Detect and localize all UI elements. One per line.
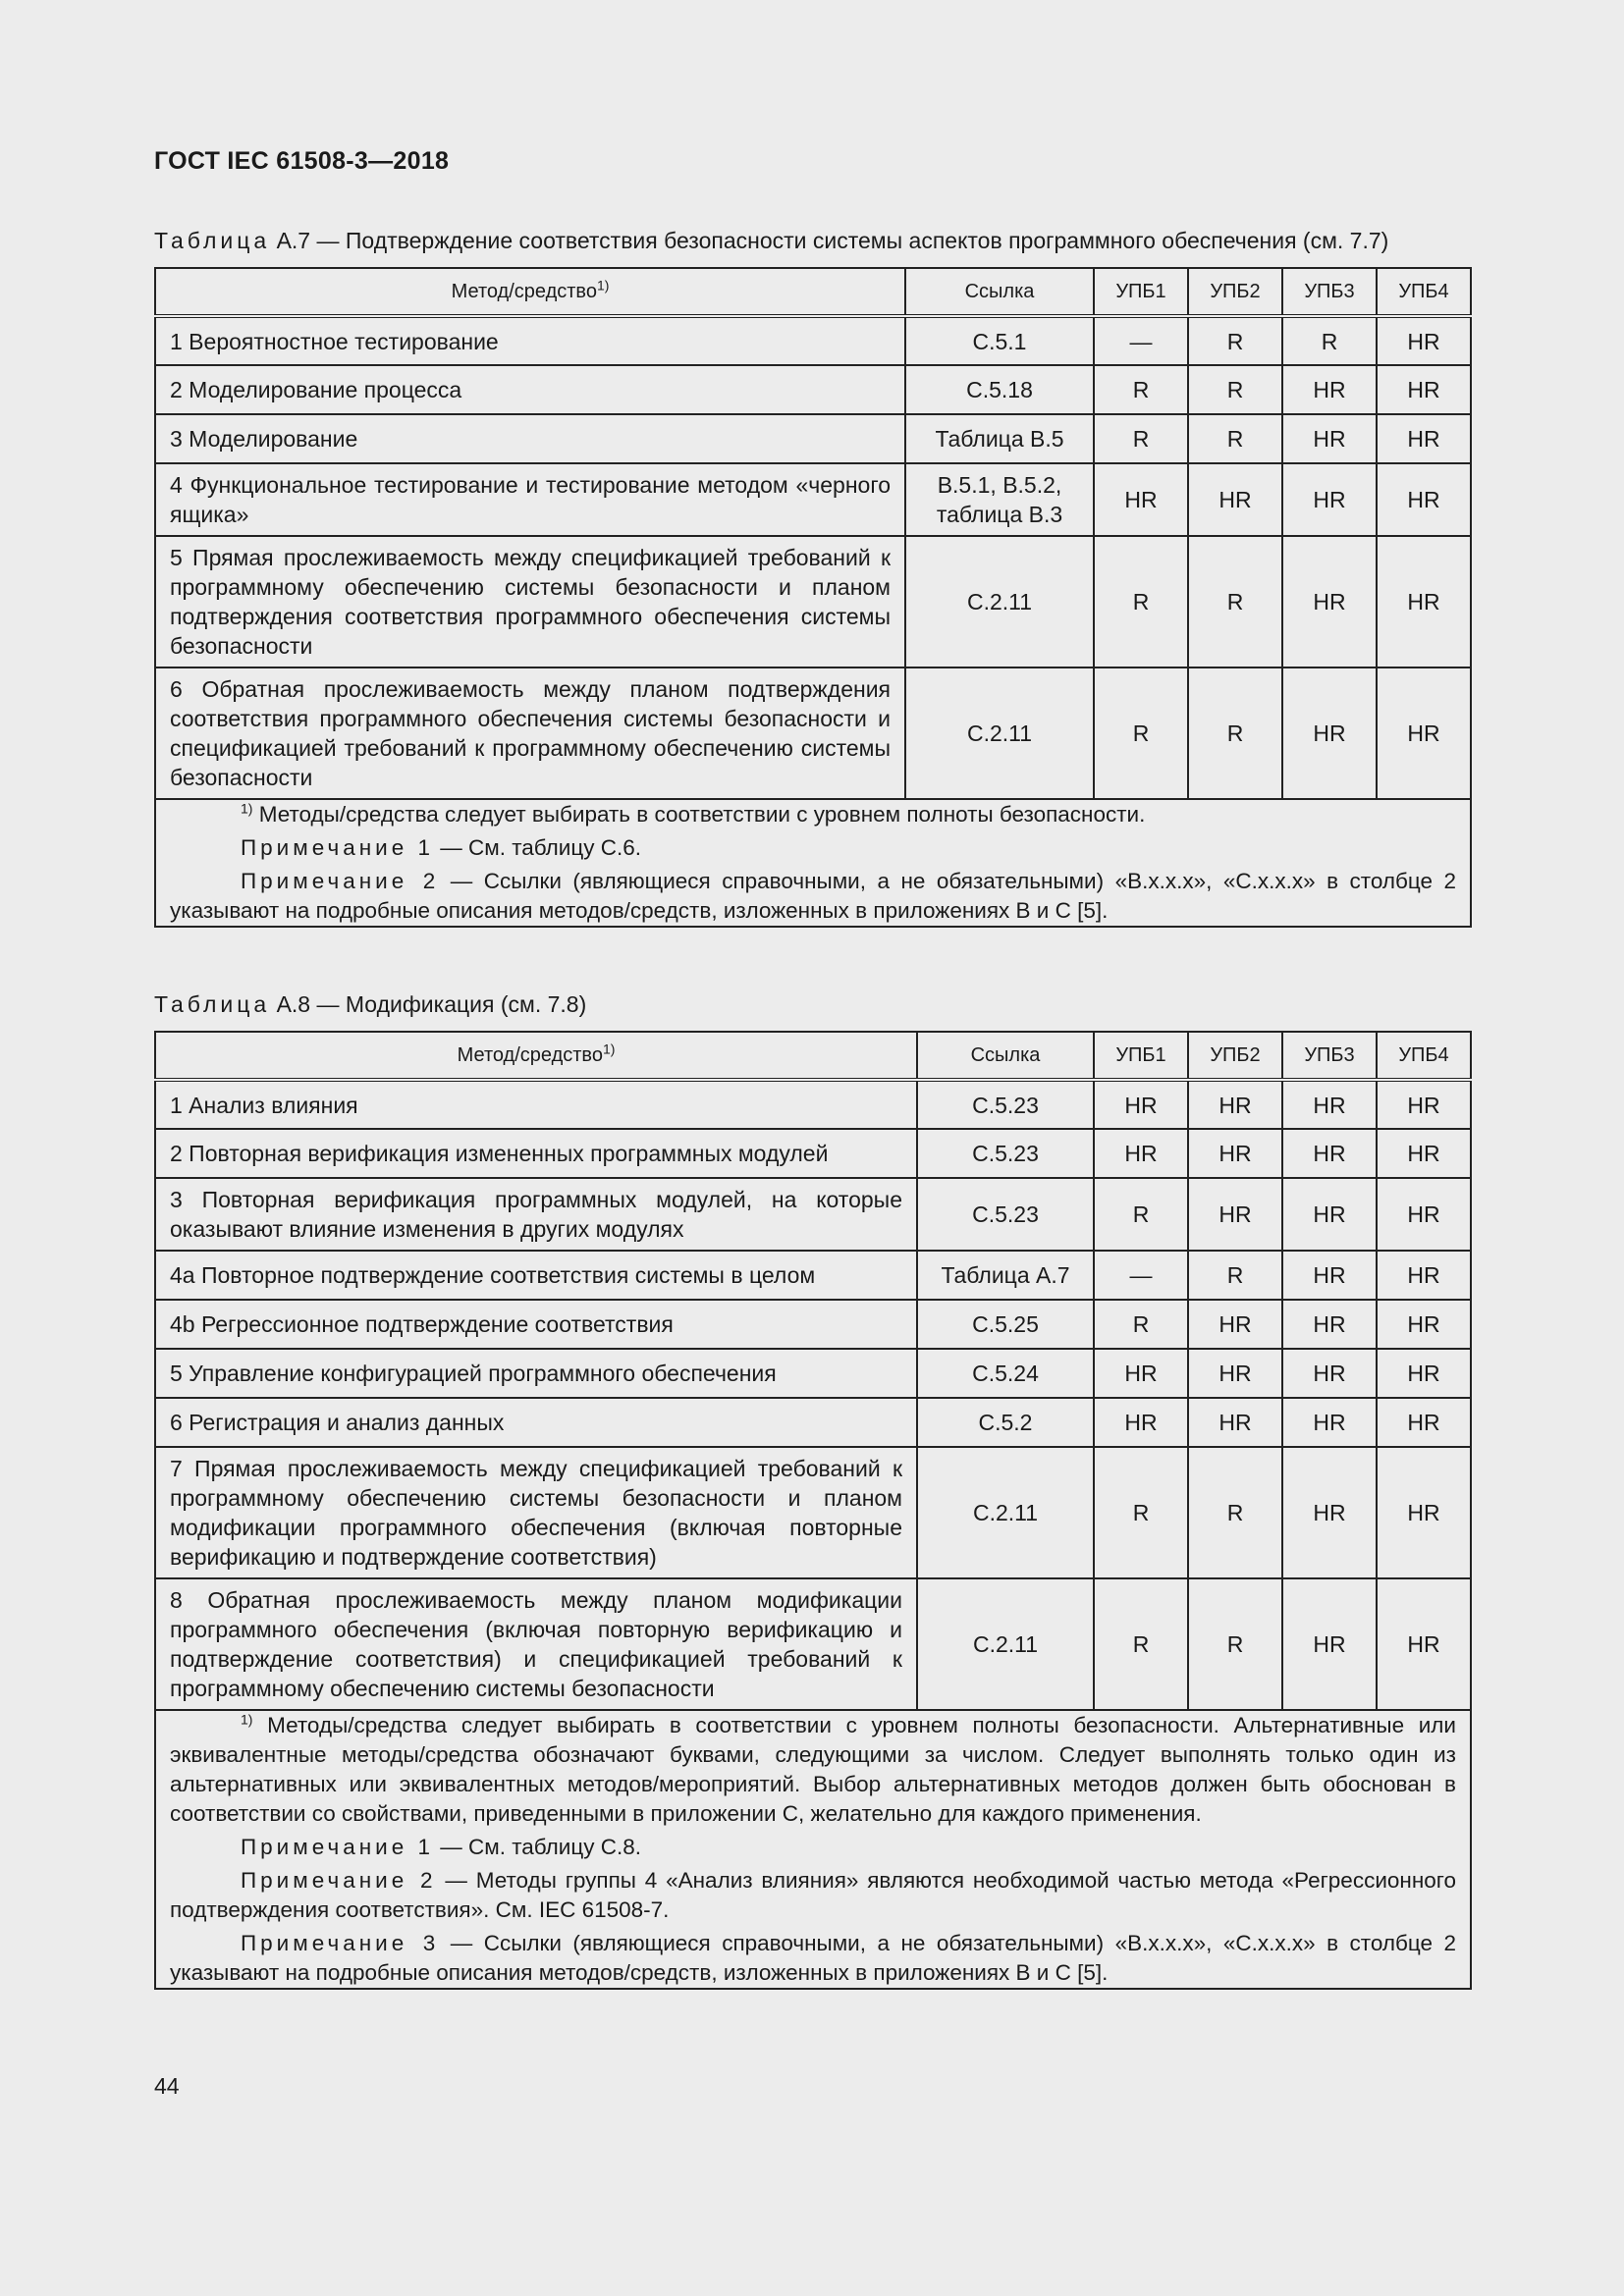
- footnote-mark: 1): [602, 1041, 616, 1057]
- upb3-cell: R: [1282, 316, 1377, 365]
- upb4-cell: HR: [1377, 414, 1471, 463]
- ref-cell: С.5.24: [917, 1349, 1094, 1398]
- col-header-upb1: УПБ1: [1094, 1032, 1188, 1080]
- note-label: Примечание 1: [241, 1835, 434, 1859]
- col-header-ref: Ссылка: [917, 1032, 1094, 1080]
- table-row: [155, 1578, 1471, 1710]
- footnote-mark: 1): [241, 800, 253, 817]
- col-header-method-text: Метод/средство: [451, 281, 597, 302]
- note-text: — Методы группы 4 «Анализ влияния» являются необходимой частью метода «Регрессионного подтверждения соответствия». См. IEC 61508-7.: [170, 1868, 1456, 1922]
- upb3-cell: HR: [1282, 1300, 1377, 1349]
- note-text: — См. таблицу С.6.: [434, 835, 642, 860]
- upb3-cell: HR: [1282, 1251, 1377, 1300]
- upb2-cell: HR: [1188, 463, 1282, 536]
- upb4-cell: HR: [1377, 536, 1471, 667]
- upb3-cell: HR: [1282, 414, 1377, 463]
- table-row: [155, 536, 1471, 667]
- table-a7-notes: [155, 799, 1471, 927]
- col-header-upb2: УПБ2: [1188, 1032, 1282, 1080]
- ref-cell: С.2.11: [905, 667, 1094, 799]
- table-a8-body: [155, 1080, 1471, 1710]
- ref-cell: С.5.25: [917, 1300, 1094, 1349]
- table-row: [155, 1398, 1471, 1447]
- upb4-cell: HR: [1377, 1349, 1471, 1398]
- upb1-cell: R: [1094, 536, 1188, 667]
- upb2-cell: HR: [1188, 1178, 1282, 1251]
- table-a7-body: [155, 316, 1471, 799]
- upb1-cell: HR: [1094, 1080, 1188, 1129]
- table-row: [155, 316, 1471, 365]
- footnote: [170, 800, 1456, 829]
- upb2-cell: HR: [1188, 1129, 1282, 1178]
- upb4-cell: HR: [1377, 1447, 1471, 1578]
- upb4-cell: HR: [1377, 1251, 1471, 1300]
- upb3-cell: HR: [1282, 365, 1377, 414]
- col-header-upb3: УПБ3: [1282, 1032, 1377, 1080]
- method-cell: 2 Повторная верификация измененных программных модулей: [155, 1129, 917, 1178]
- ref-cell: С.5.23: [917, 1178, 1094, 1251]
- ref-cell: В.5.1, В.5.2, таблица В.3: [905, 463, 1094, 536]
- method-cell: 4 Функциональное тестирование и тестирование методом «черного ящика»: [155, 463, 905, 536]
- table-a8-notes: [155, 1710, 1471, 1989]
- upb1-cell: HR: [1094, 1349, 1188, 1398]
- col-header-ref: Ссылка: [905, 268, 1094, 316]
- table-row: [155, 667, 1471, 799]
- note-1: [170, 833, 1456, 863]
- col-header-method-text: Метод/средство: [457, 1044, 603, 1066]
- note-2: [170, 1866, 1456, 1925]
- note-3: [170, 1929, 1456, 1988]
- table-row: [155, 1251, 1471, 1300]
- caption-label: Таблица: [154, 228, 271, 253]
- upb1-cell: —: [1094, 1251, 1188, 1300]
- col-header-upb4: УПБ4: [1377, 1032, 1471, 1080]
- upb2-cell: R: [1188, 1578, 1282, 1710]
- ref-cell: Таблица А.7: [917, 1251, 1094, 1300]
- upb1-cell: HR: [1094, 463, 1188, 536]
- upb3-cell: HR: [1282, 536, 1377, 667]
- footnote-mark: 1): [241, 1711, 253, 1728]
- method-cell: 8 Обратная прослеживаемость между планом модификации программного обеспечения (включая повторную верификацию и подтверждение соответствия) и спецификацией требований к программному обеспечению системы безопасности: [155, 1578, 917, 1710]
- upb2-cell: R: [1188, 667, 1282, 799]
- table-a7-caption: [154, 228, 1388, 254]
- method-cell: 4b Регрессионное подтверждение соответствия: [155, 1300, 917, 1349]
- method-cell: 5 Прямая прослеживаемость между спецификацией требований к программному обеспечению системы безопасности и планом подтверждения соответствия программного обеспечения системы безопасности: [155, 536, 905, 667]
- upb1-cell: R: [1094, 1447, 1188, 1578]
- method-cell: 4а Повторное подтверждение соответствия системы в целом: [155, 1251, 917, 1300]
- caption-label: Таблица: [154, 991, 271, 1017]
- table-row: [155, 1447, 1471, 1578]
- method-cell: 6 Обратная прослеживаемость между планом подтверждения соответствия программного обеспечения системы безопасности и спецификацией требований к программному обеспечению системы безопасности: [155, 667, 905, 799]
- upb3-cell: HR: [1282, 1447, 1377, 1578]
- footnote-mark: 1): [596, 277, 610, 294]
- method-cell: 2 Моделирование процесса: [155, 365, 905, 414]
- col-header-upb1: УПБ1: [1094, 268, 1188, 316]
- upb4-cell: HR: [1377, 1129, 1471, 1178]
- note-2: [170, 867, 1456, 926]
- upb4-cell: HR: [1377, 1398, 1471, 1447]
- footnote: [170, 1711, 1456, 1829]
- document-header: ГОСТ IEC 61508-3—2018: [154, 147, 450, 175]
- method-cell: 1 Вероятностное тестирование: [155, 316, 905, 365]
- ref-cell: С.5.23: [917, 1129, 1094, 1178]
- upb1-cell: R: [1094, 1178, 1188, 1251]
- ref-cell: С.2.11: [905, 536, 1094, 667]
- upb1-cell: R: [1094, 1578, 1188, 1710]
- upb4-cell: HR: [1377, 1300, 1471, 1349]
- table-a8-caption: [154, 991, 586, 1018]
- note-label: Примечание 2: [241, 1868, 437, 1893]
- note-label: Примечание 1: [241, 835, 434, 860]
- table-row: [155, 365, 1471, 414]
- upb4-cell: HR: [1377, 365, 1471, 414]
- upb1-cell: —: [1094, 316, 1188, 365]
- col-header-upb4: УПБ4: [1377, 268, 1471, 316]
- upb1-cell: R: [1094, 667, 1188, 799]
- note-text: — Ссылки (являющиеся справочными, а не обязательными) «В.х.х.х», «С.х.х.х» в столбце 2 указывают на подробные описания методов/средств, изложенных в приложениях В и С [5].: [170, 869, 1456, 923]
- note-text: — См. таблицу С.8.: [434, 1835, 642, 1859]
- upb4-cell: HR: [1377, 463, 1471, 536]
- upb2-cell: R: [1188, 1251, 1282, 1300]
- table-row: [155, 1178, 1471, 1251]
- upb3-cell: HR: [1282, 1349, 1377, 1398]
- upb2-cell: R: [1188, 414, 1282, 463]
- caption-text: А.7 — Подтверждение соответствия безопасности системы аспектов программного обеспечения (см. 7.7): [276, 228, 1389, 253]
- upb4-cell: HR: [1377, 1178, 1471, 1251]
- upb3-cell: HR: [1282, 463, 1377, 536]
- upb2-cell: HR: [1188, 1398, 1282, 1447]
- ref-cell: Таблица В.5: [905, 414, 1094, 463]
- upb2-cell: R: [1188, 536, 1282, 667]
- ref-cell: С.5.1: [905, 316, 1094, 365]
- note-label: Примечание 3: [241, 1931, 440, 1955]
- ref-cell: С.2.11: [917, 1447, 1094, 1578]
- ref-cell: С.5.23: [917, 1080, 1094, 1129]
- upb2-cell: HR: [1188, 1300, 1282, 1349]
- upb4-cell: HR: [1377, 667, 1471, 799]
- col-header-method: [155, 1032, 917, 1080]
- upb2-cell: HR: [1188, 1349, 1282, 1398]
- method-cell: 3 Моделирование: [155, 414, 905, 463]
- upb4-cell: HR: [1377, 1080, 1471, 1129]
- upb3-cell: HR: [1282, 1080, 1377, 1129]
- method-cell: 1 Анализ влияния: [155, 1080, 917, 1129]
- col-header-upb3: УПБ3: [1282, 268, 1377, 316]
- footnote-text: Методы/средства следует выбирать в соответствии с уровнем полноты безопасности.: [258, 802, 1146, 827]
- upb3-cell: HR: [1282, 667, 1377, 799]
- col-header-upb2: УПБ2: [1188, 268, 1282, 316]
- upb4-cell: HR: [1377, 316, 1471, 365]
- method-cell: 5 Управление конфигурацией программного обеспечения: [155, 1349, 917, 1398]
- table-row: [155, 414, 1471, 463]
- col-header-method: [155, 268, 905, 316]
- upb1-cell: HR: [1094, 1398, 1188, 1447]
- upb2-cell: HR: [1188, 1080, 1282, 1129]
- upb1-cell: R: [1094, 1300, 1188, 1349]
- table-row: [155, 1080, 1471, 1129]
- method-cell: 3 Повторная верификация программных модулей, на которые оказывают влияние изменения в других модулях: [155, 1178, 917, 1251]
- upb2-cell: R: [1188, 316, 1282, 365]
- ref-cell: С.5.18: [905, 365, 1094, 414]
- note-label: Примечание 2: [241, 869, 440, 893]
- note-text: — Ссылки (являющиеся справочными, а не обязательными) «В.х.х.х», «С.х.х.х» в столбце 2 указывают на подробные описания методов/средств, изложенных в приложениях В и С [5].: [170, 1931, 1456, 1985]
- upb3-cell: HR: [1282, 1178, 1377, 1251]
- method-cell: 7 Прямая прослеживаемость между спецификацией требований к программному обеспечению системы безопасности и планом модификации программного обеспечения (включая повторные верификацию и подтверждение соответствия): [155, 1447, 917, 1578]
- page-number: 44: [154, 2073, 180, 2099]
- table-a7: [154, 267, 1472, 928]
- note-1: [170, 1833, 1456, 1862]
- upb2-cell: R: [1188, 1447, 1282, 1578]
- ref-cell: С.5.2: [917, 1398, 1094, 1447]
- upb1-cell: HR: [1094, 1129, 1188, 1178]
- upb3-cell: HR: [1282, 1129, 1377, 1178]
- method-cell: 6 Регистрация и анализ данных: [155, 1398, 917, 1447]
- upb3-cell: HR: [1282, 1578, 1377, 1710]
- ref-cell: С.2.11: [917, 1578, 1094, 1710]
- table-a8: [154, 1031, 1472, 1990]
- caption-text: А.8 — Модификация (см. 7.8): [276, 991, 587, 1017]
- upb2-cell: R: [1188, 365, 1282, 414]
- table-row: [155, 1349, 1471, 1398]
- upb4-cell: HR: [1377, 1578, 1471, 1710]
- table-row: [155, 1129, 1471, 1178]
- table-row: [155, 1300, 1471, 1349]
- table-row: [155, 463, 1471, 536]
- upb3-cell: HR: [1282, 1398, 1377, 1447]
- footnote-text: Методы/средства следует выбирать в соответствии с уровнем полноты безопасности. Альтернативные или эквивалентные методы/средства обозначают буквами, следующими за числом. Следует выполнять только один из альтернативных или эквивалентных методов/мероприятий. Выбор альтернативных методов должен быть обоснован в соответствии со свойствами, приведенными в приложении С, желательно для каждого применения.: [170, 1713, 1456, 1826]
- upb1-cell: R: [1094, 365, 1188, 414]
- upb1-cell: R: [1094, 414, 1188, 463]
